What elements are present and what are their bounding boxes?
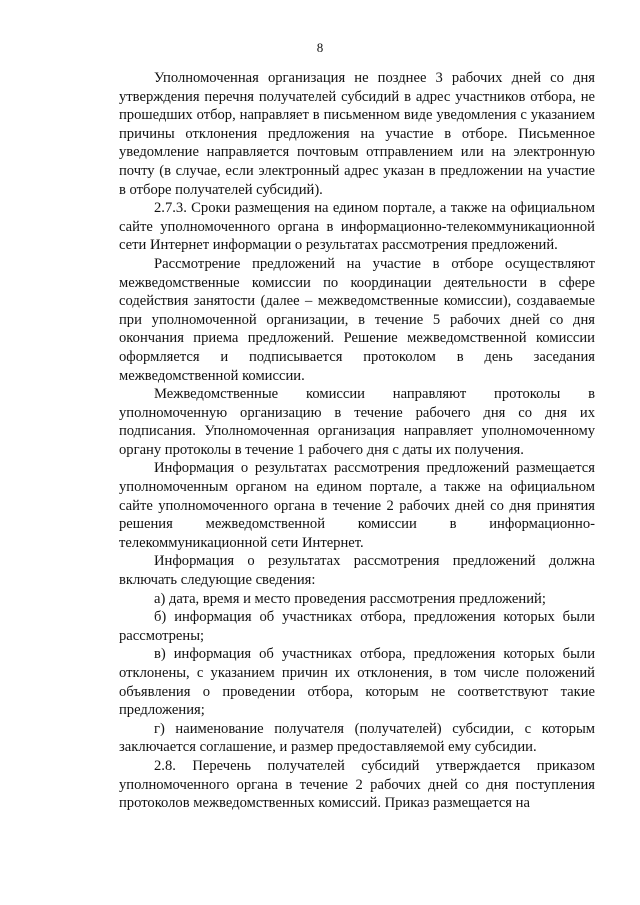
list-item-a: а) дата, время и место проведения рассмотрения предложений; bbox=[154, 590, 546, 607]
document-body bbox=[119, 69, 595, 813]
list-item-d: г) наименование получателя (получателей) субсидии, с которым заключается соглашение, и размер предоставляемой ему субсидии. bbox=[119, 720, 595, 756]
paragraph-review-by-commissions: Рассмотрение предложений на участие в отборе осуществляют межведомственные комиссии по координации деятельности в сфере содействия занятости (далее – межведомственные комиссии), создаваемые при уполномоченной организации, в течение 5 рабочих дней со дня окончания приема предложений. Решение межведомственной комиссии оформляется и подписывается протоколом в день заседания межведомственной комиссии. bbox=[119, 255, 595, 384]
paragraph-2-8-list-approval: 2.8. Перечень получателей субсидий утверждается приказом уполномоченного органа в течение 2 рабочих дней со дня поступления протоколов межведомственных комиссий. Приказ размещается на bbox=[119, 757, 595, 812]
paragraph-notification-of-rejection: Уполномоченная организация не позднее 3 рабочих дней со дня утверждения перечня получателей субсидий в адрес участников отбора, не прошедших отбор, направляет в письменном виде уведомления с указанием причины отклонения предложения на участие в отборе. Письменное уведомление направляется почтовым отправлением или на электронную почту (в случае, если электронный адрес указан в предложении на участие в отборе получателей субсидий). bbox=[119, 70, 595, 198]
paragraph-protocols-transfer: Межведомственные комиссии направляют протоколы в уполномоченную организацию в течение рабочего дня со дня их подписания. Уполномоченная организация направляет уполномоченному органу протоколы в течение 1 рабочего дня с даты их получения. bbox=[119, 386, 595, 458]
paragraph-results-contents-intro: Информация о результатах рассмотрения предложений должна включать следующие сведения: bbox=[119, 553, 595, 589]
page-number: 8 bbox=[316, 40, 324, 55]
list-item-c: в) информация об участниках отбора, предложения которых были отклонены, с указанием причин их отклонения, в том числе положений объявления о проведении отбора, которым не соответствуют такие предложения; bbox=[119, 646, 595, 719]
paragraph-results-publication: Информация о результатах рассмотрения предложений размещается уполномоченным органом на едином портале, а также на официальном сайте уполномоченного органа в течение 2 рабочих дней со дня принятия решения межведомственной комиссии в информационно-телекоммуникационной сети Интернет. bbox=[119, 460, 595, 551]
paragraph-2-7-3-heading: 2.7.3. Сроки размещения на едином портале, а также на официальном сайте уполномоченного органа в информационно-телекоммуникационной сети Интернет информации о результатах рассмотрения предложений. bbox=[119, 200, 595, 254]
list-item-b: б) информация об участниках отбора, предложения которых были рассмотрены; bbox=[119, 609, 595, 644]
